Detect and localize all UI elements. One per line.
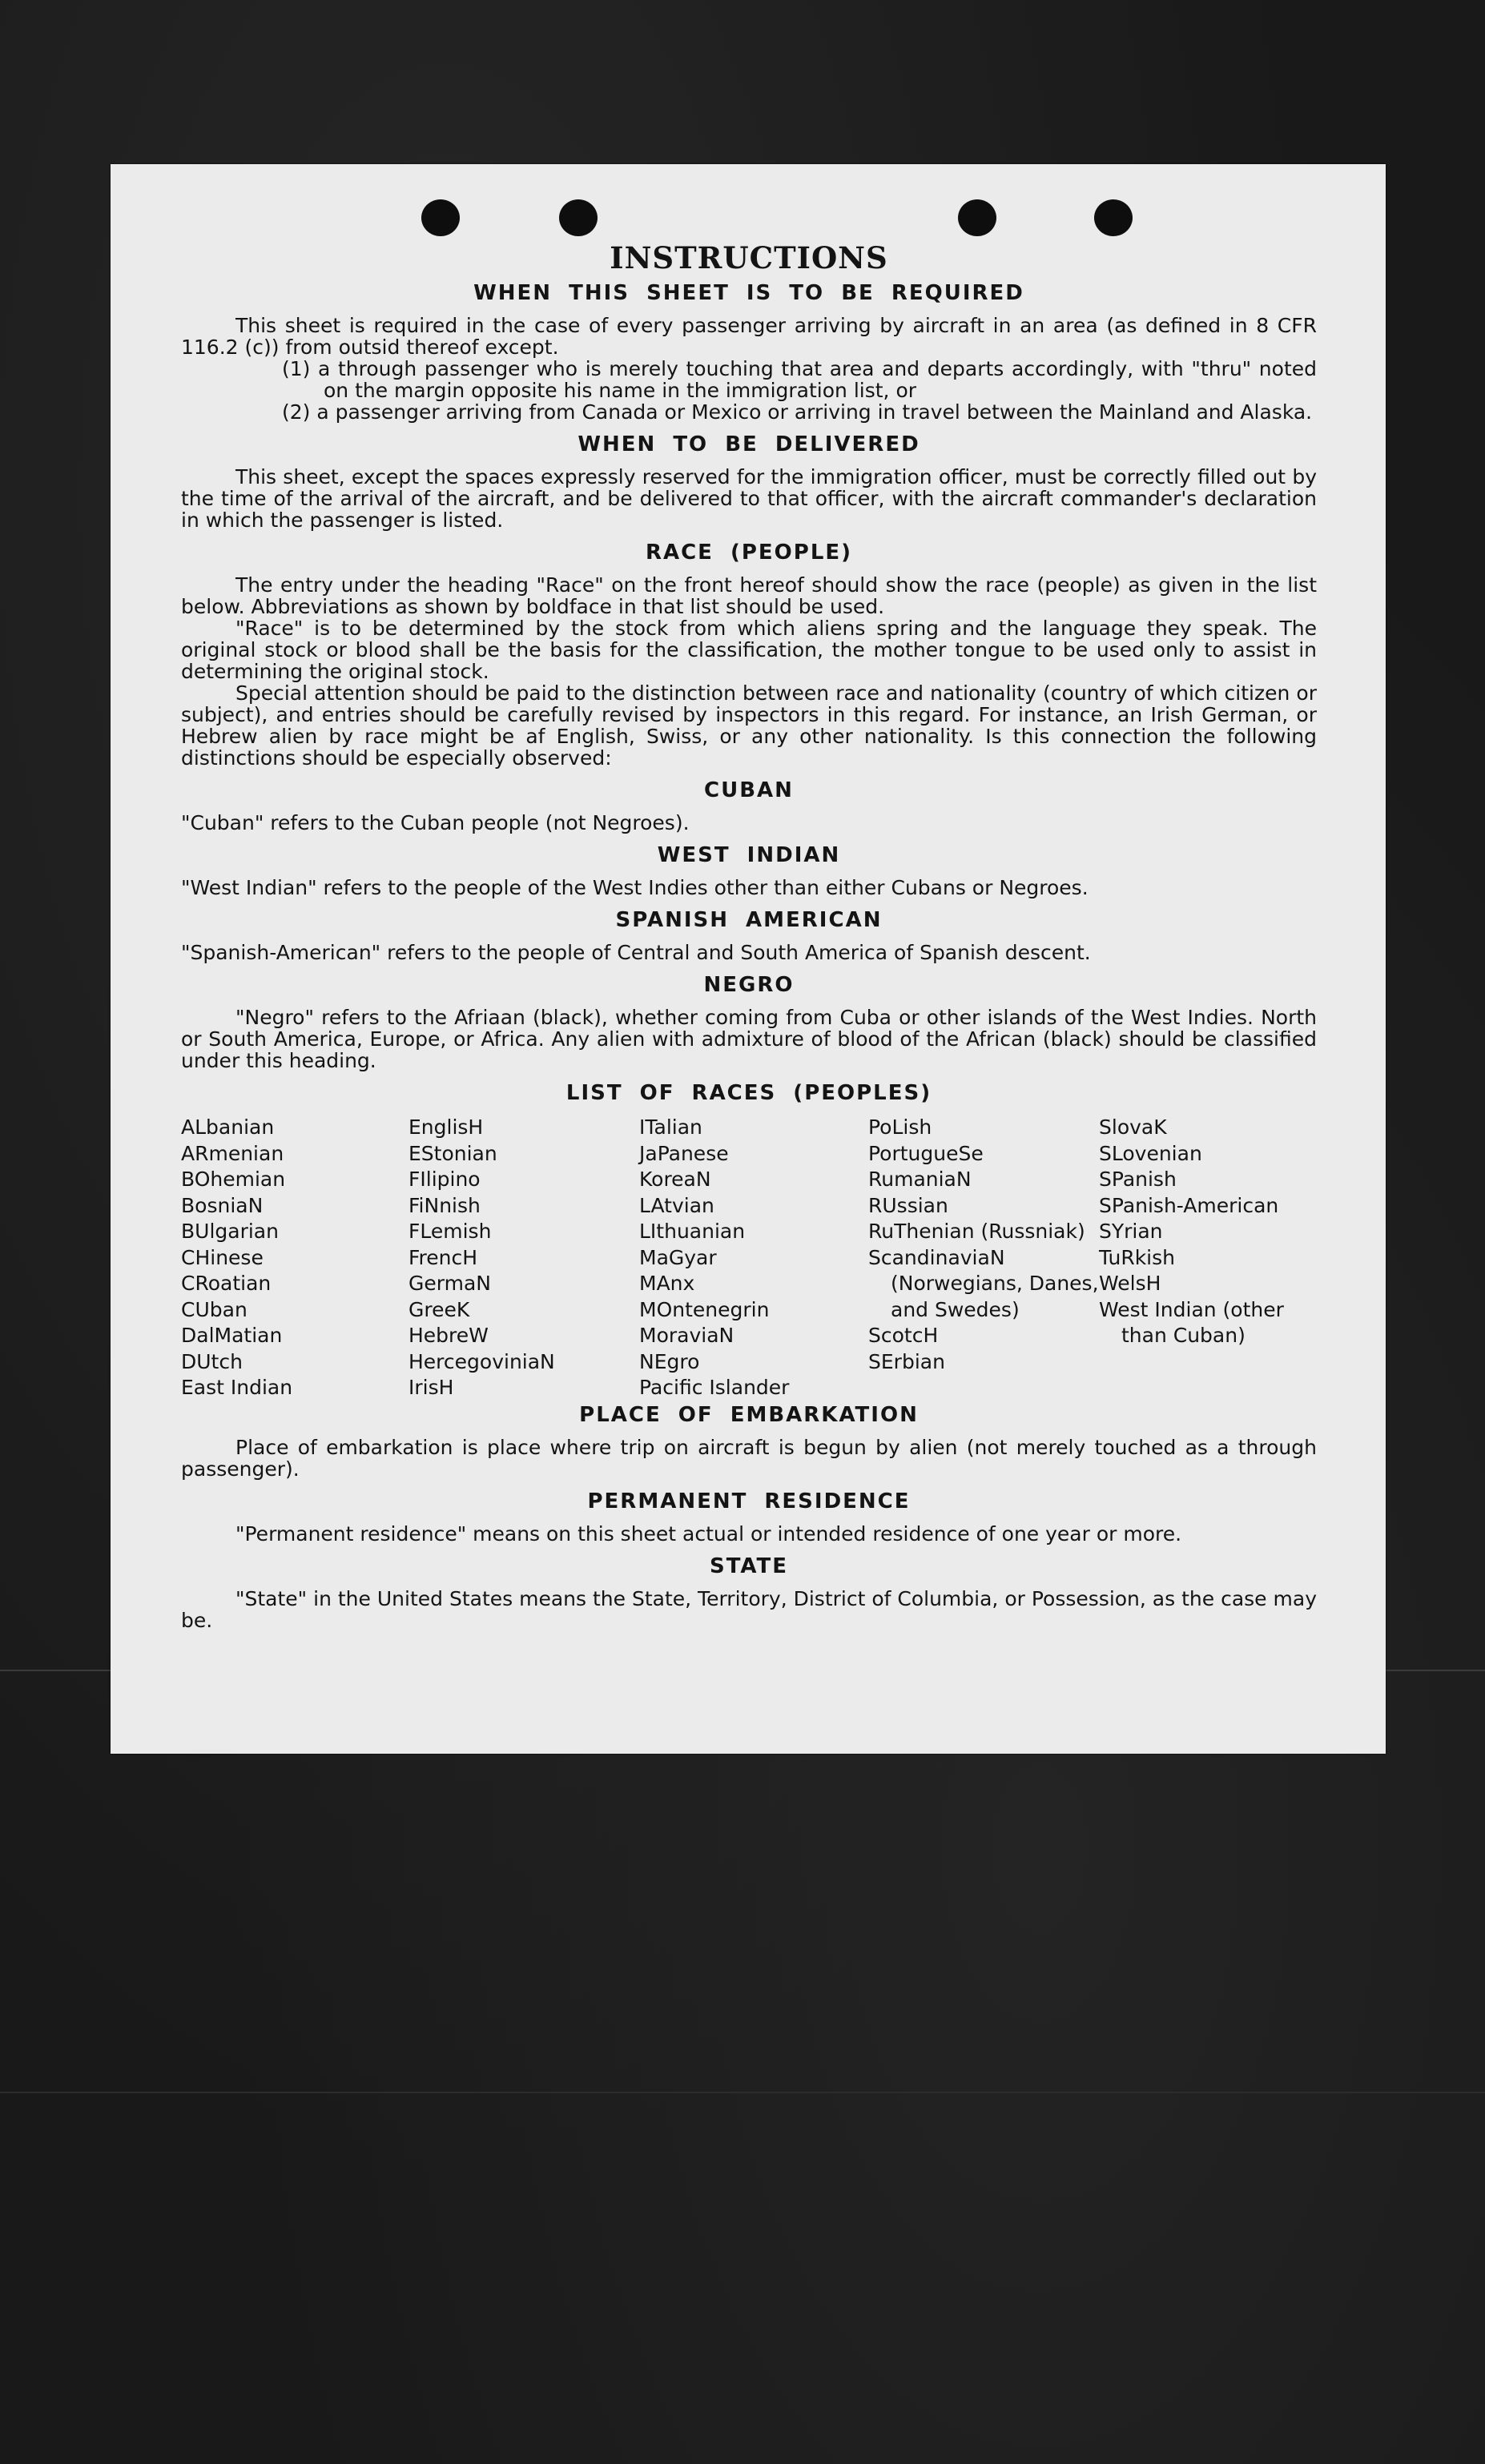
race-column (408, 1115, 639, 1401)
paragraph: "Cuban" refers to the Cuban people (not Negroes). (181, 811, 690, 834)
section-heading: PLACE OF EMBARKATION (579, 1402, 919, 1427)
punch-hole (421, 199, 460, 236)
paragraph: Special attention should be paid to the distinction between race and nationality (country of which citizen or subject), and entries should be carefully revised by inspectors in this regard. For instance, an Irish German, or Hebrew alien by race might be af English, Swiss, or any other nationality. Is this connection the following distinctions should be especially observed: (181, 681, 1317, 770)
race-column (868, 1115, 1099, 1401)
race-entry: RumaniaN (868, 1168, 972, 1191)
section-when-delivered (181, 432, 1317, 531)
race-entry: GermaN (408, 1272, 491, 1295)
race-entry: SPanish-American (1099, 1193, 1279, 1217)
race-entry: MaGyar (639, 1245, 717, 1269)
race-entry: SlovaK (1099, 1115, 1167, 1139)
race-entry: KoreaN (639, 1168, 711, 1191)
section-cuban (181, 778, 1317, 834)
paragraph: "Negro" refers to the Afriaan (black), whether coming from Cuba or other islands of the West Indies. North or South America, Europe, or Africa. Any alien with admixture of blood of the African (black) should be classified under this heading. (181, 1006, 1317, 1072)
race-entry: FIlipino (408, 1168, 481, 1191)
paragraph: "West Indian" refers to the people of the West Indies other than either Cubans or Negroes. (181, 876, 1089, 899)
section-negro (181, 973, 1317, 1071)
race-entry: PoLish (868, 1115, 932, 1139)
race-entry: WelsH (1099, 1272, 1161, 1295)
paragraph: "Permanent residence" means on this sheet actual or intended residence of one year or more. (235, 1521, 1182, 1546)
race-entry: RUssian (868, 1193, 948, 1217)
race-entry: BOhemian (181, 1168, 286, 1191)
instruction-sheet (111, 164, 1386, 1754)
race-entry: LAtvian (639, 1193, 714, 1217)
race-entry: LIthuanian (639, 1220, 746, 1243)
paragraph: "Race" is to be determined by the stock from which aliens spring and the language they speak. The original stock or blood shall be the basis for the classification, the mother tongue to be used only to assist in determining the original stock. (181, 617, 1317, 683)
race-entry: SLovenian (1099, 1141, 1202, 1165)
race-entry: ITalian (639, 1115, 702, 1139)
race-entry: ALbanian (181, 1115, 275, 1139)
race-column (1099, 1115, 1317, 1401)
section-heading: LIST OF RACES (PEOPLES) (565, 1081, 932, 1105)
paragraph: This sheet, except the spaces expressly reserved for the immigration officer, must be correctly filled out by the time of the arrival of the aircraft, and be delivered to that officer, with the aircraft commander's declaration in which the passenger is listed. (181, 465, 1317, 532)
section-heading: WEST INDIAN (657, 843, 841, 867)
race-entry: TuRkish (1099, 1245, 1175, 1269)
race-column (639, 1115, 868, 1401)
paragraph: The entry under the heading "Race" on the front hereof should show the race (people) as given in the list below. Abbreviations as shown by boldface in that list should be used. (181, 573, 1317, 618)
race-column (181, 1115, 408, 1401)
race-entry: ARmenian (181, 1141, 284, 1165)
race-entry: HebreW (408, 1324, 489, 1347)
section-west-indian (181, 843, 1317, 898)
races-grid (181, 1115, 1317, 1401)
race-entry: EnglisH (408, 1115, 484, 1139)
race-entry: CRoatian (181, 1272, 272, 1295)
race-entry: NEgro (639, 1349, 700, 1373)
race-entry: PortugueSe (868, 1141, 984, 1165)
race-entry: JaPanese (639, 1141, 729, 1165)
race-entry: DUtch (181, 1349, 243, 1373)
race-entry: BosniaN (181, 1193, 264, 1217)
section-spanish-american (181, 908, 1317, 963)
paragraph: Place of embarkation is place where trip on aircraft is begun by alien (not merely touched as a through passenger). (181, 1435, 1317, 1481)
race-entry: BUlgarian (181, 1220, 279, 1243)
race-entry: FiNnish (408, 1193, 481, 1217)
race-entry: GreeK (408, 1297, 470, 1321)
section-heading: STATE (709, 1554, 789, 1578)
section-state (181, 1554, 1317, 1631)
race-entry: SYrian (1099, 1220, 1163, 1243)
section-race (181, 541, 1317, 769)
sheet-content (181, 241, 1317, 1631)
section-list-of-races (181, 1081, 1317, 1401)
scan-artifact-line (0, 2092, 1485, 2093)
paragraph: "State" in the United States means the State, Territory, District of Columbia, or Possession, as the case may be. (181, 1586, 1317, 1632)
race-entry: ScotcH (868, 1324, 939, 1347)
section-heading: RACE (PEOPLE) (645, 541, 853, 565)
punch-hole (1094, 199, 1133, 236)
paragraph: "Spanish-American" refers to the people of Central and South America of Spanish descent. (181, 941, 1091, 964)
punch-hole (958, 199, 996, 236)
race-entry: FLemish (408, 1220, 492, 1243)
section-heading: WHEN TO BE DELIVERED (578, 432, 920, 456)
section-permanent-residence (181, 1489, 1317, 1545)
race-entry: IrisH (408, 1376, 454, 1399)
race-entry: RuThenian (Russniak) (868, 1220, 1085, 1243)
section-heading: CUBAN (704, 778, 794, 802)
race-entry: West Indian (other than Cuban) (1099, 1297, 1284, 1347)
race-entry: SErbian (868, 1349, 945, 1373)
race-entry: DalMatian (181, 1324, 283, 1347)
section-place-of-embarkation (181, 1403, 1317, 1480)
race-entry: CUban (181, 1297, 248, 1321)
race-entry: MOntenegrin (639, 1297, 770, 1321)
page-title: INSTRUCTIONS (610, 240, 888, 275)
exception-item: (1) a through passenger who is merely touching that area and departs accordingly, with "thru" noted on the margin opposite his name in the immigration list, or (282, 357, 1317, 402)
race-entry: ScandinaviaN (Norwegians, Danes, and Swedes) (868, 1245, 1099, 1321)
section-heading: WHEN THIS SHEET IS TO BE REQUIRED (473, 281, 1024, 305)
race-entry: MAnx (639, 1272, 695, 1295)
race-entry: MoraviaN (639, 1324, 734, 1347)
paragraph: This sheet is required in the case of every passenger arriving by aircraft in an area (as defined in 8 CFR 116.2 (c)) from outsid thereof except. (181, 314, 1317, 359)
section-heading: SPANISH AMERICAN (615, 908, 883, 932)
race-entry: Pacific Islander (639, 1376, 790, 1399)
race-entry: FrencH (408, 1245, 478, 1269)
exception-item: (2) a passenger arriving from Canada or Mexico or arriving in travel between the Mainland and Alaska. (282, 400, 1313, 424)
section-heading: NEGRO (703, 973, 795, 997)
section-when-required (181, 281, 1317, 423)
race-entry: HercegoviniaN (408, 1349, 555, 1373)
section-heading: PERMANENT RESIDENCE (587, 1489, 911, 1513)
race-entry: EStonian (408, 1141, 497, 1165)
race-entry: SPanish (1099, 1168, 1177, 1191)
race-entry: East Indian (181, 1376, 293, 1399)
race-entry: CHinese (181, 1245, 264, 1269)
punch-hole (559, 199, 598, 236)
